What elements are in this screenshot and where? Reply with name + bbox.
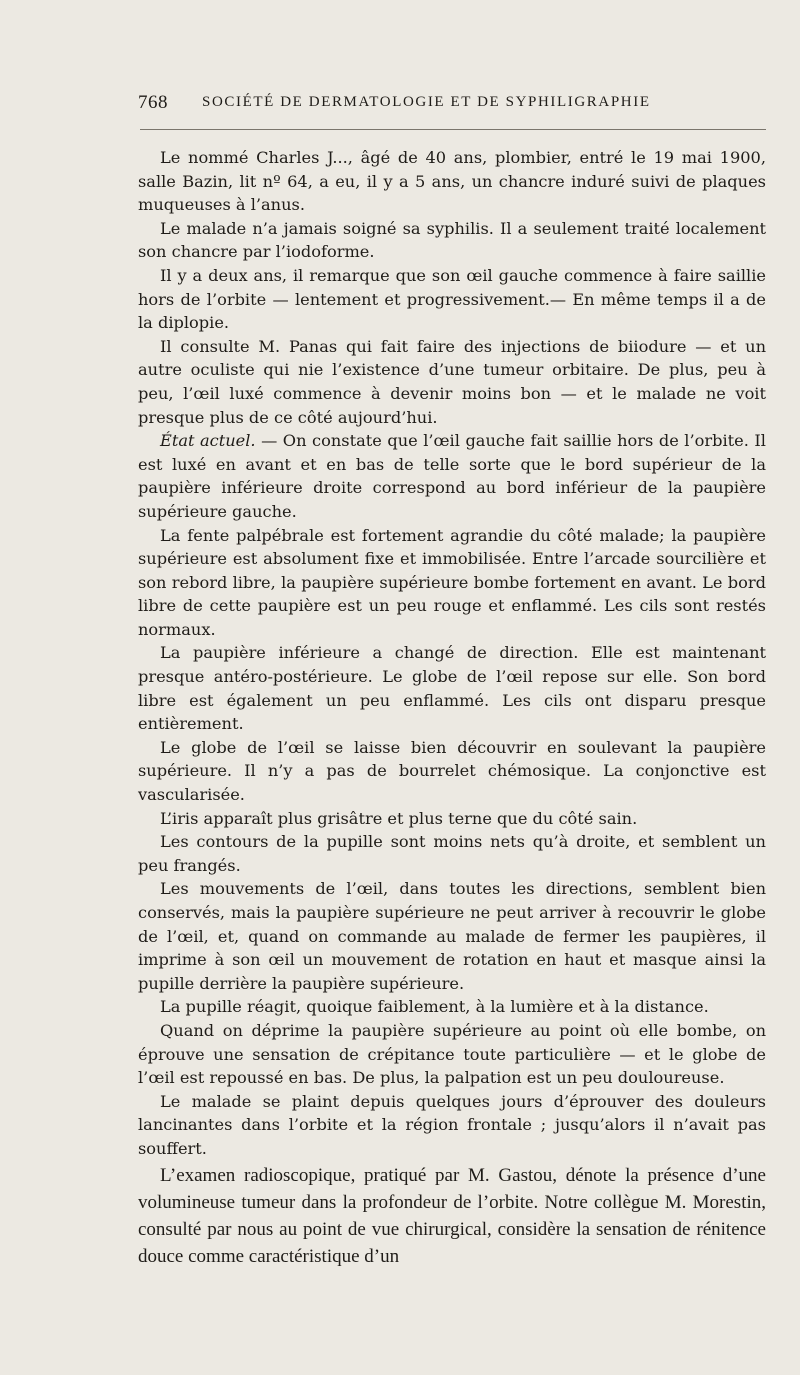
paragraph: La fente palpébrale est fortement agrandie du côté malade; la paupière supérieure est absolument fixe et immobilisée. Entre l’arcade sourcilière et son rebord libre, la paupière supérieure bombe fortement en avant. Le bord libre de cette paupière est un peu rouge et enflammé. Les cils sont restés normaux. [138, 525, 766, 639]
case-report-text [138, 146, 766, 1161]
paragraph: Il consulte M. Panas qui fait faire des injections de biiodure — et un autre oculiste qui nie l’existence d’une tumeur orbitaire. De plus, peu à peu, l’œil luxé commence à devenir moins bon — et le malade ne voit presque plus de ce côté aujourd’hui. [138, 336, 766, 427]
header-rule [140, 129, 766, 130]
paragraph: La paupière inférieure a changé de direction. Elle est maintenant presque antéro-postérieure. Le globe de l’œil repose sur elle. Son bord libre est également un peu enflammé. Les cils ont disparu presque entièrement. [138, 643, 766, 734]
paragraph: Le nommé Charles J..., âgé de 40 ans, plombier, entré le 19 mai 1900, salle Bazin, lit nº 64, a eu, il y a 5 ans, un chancre induré suivi de plaques muqueuses à l’anus. [138, 148, 766, 215]
paragraph: Le malade se plaint depuis quelques jours d’éprouver des douleurs lancinantes dans l’orbite et la région frontale ; jusqu’alors il n’avait pas souffert. [138, 1091, 766, 1158]
paragraph: Le globe de l’œil se laisse bien découvrir en soulevant la paupière supérieure. Il n’y a pas de bourrelet chémosique. La conjonctive est vascularisée. [138, 737, 766, 805]
large-paragraph: L’examen radioscopique, pratiqué par M. Gastou, dénote la présence d’une volumineuse tumeur dans la profondeur de l’orbite. Notre collègue M. Morestin, consulté par nous au point de vue chirurgical, considère la sensation de rénitence douce comme caractéristique d’un [138, 1165, 766, 1267]
paragraph: Il y a deux ans, il remarque que son œil gauche commence à faire saillie hors de l’orbite — lentement et progressivement.— En même temps il a de la diplopie. [138, 265, 766, 333]
commentary-text [138, 1162, 766, 1270]
page-number: 768 [138, 92, 168, 113]
paragraph: Le malade n’a jamais soigné sa syphilis. Il a seulement traité localement son chancre par l’iodoforme. [138, 218, 766, 262]
paragraph: Quand on déprime la paupière supérieure au point où elle bombe, on éprouve une sensation de crépitance toute particulière — et le globe de l’œil est repoussé en bas. De plus, la palpation est un peu douloureuse. [138, 1020, 766, 1088]
etat-actuel-label: État actuel. [160, 431, 256, 451]
running-head: SOCIÉTÉ DE DERMATOLOGIE ET DE SYPHILIGRAPHIE [202, 94, 651, 110]
paragraph: La pupille réagit, quoique faiblement, à la lumière et à la distance. [160, 997, 709, 1017]
etat-actuel-text: — On constate que l’œil gauche fait saillie hors de l’orbite. Il est luxé en avant et en bas de telle sorte que le bord supérieur de la paupière inférieure droite correspond au bord inférieur de la paupière supérieure gauche. [138, 431, 766, 521]
paragraph: L’iris apparaît plus grisâtre et plus terne que du côté sain. [160, 808, 638, 828]
page-header [138, 92, 766, 116]
etat-actuel-paragraph [138, 429, 766, 523]
paragraph: Les contours de la pupille sont moins nets qu’à droite, et semblent un peu frangés. [138, 832, 766, 875]
paragraph: Les mouvements de l’œil, dans toutes les directions, semblent bien conservés, mais la paupière supérieure ne peut arriver à recouvrir le globe de l’œil, et, quand on commande au malade de fermer les paupières, il imprime à son œil un mouvement de rotation en haut et masque ainsi la pupille derrière la paupière supérieure. [138, 879, 766, 993]
